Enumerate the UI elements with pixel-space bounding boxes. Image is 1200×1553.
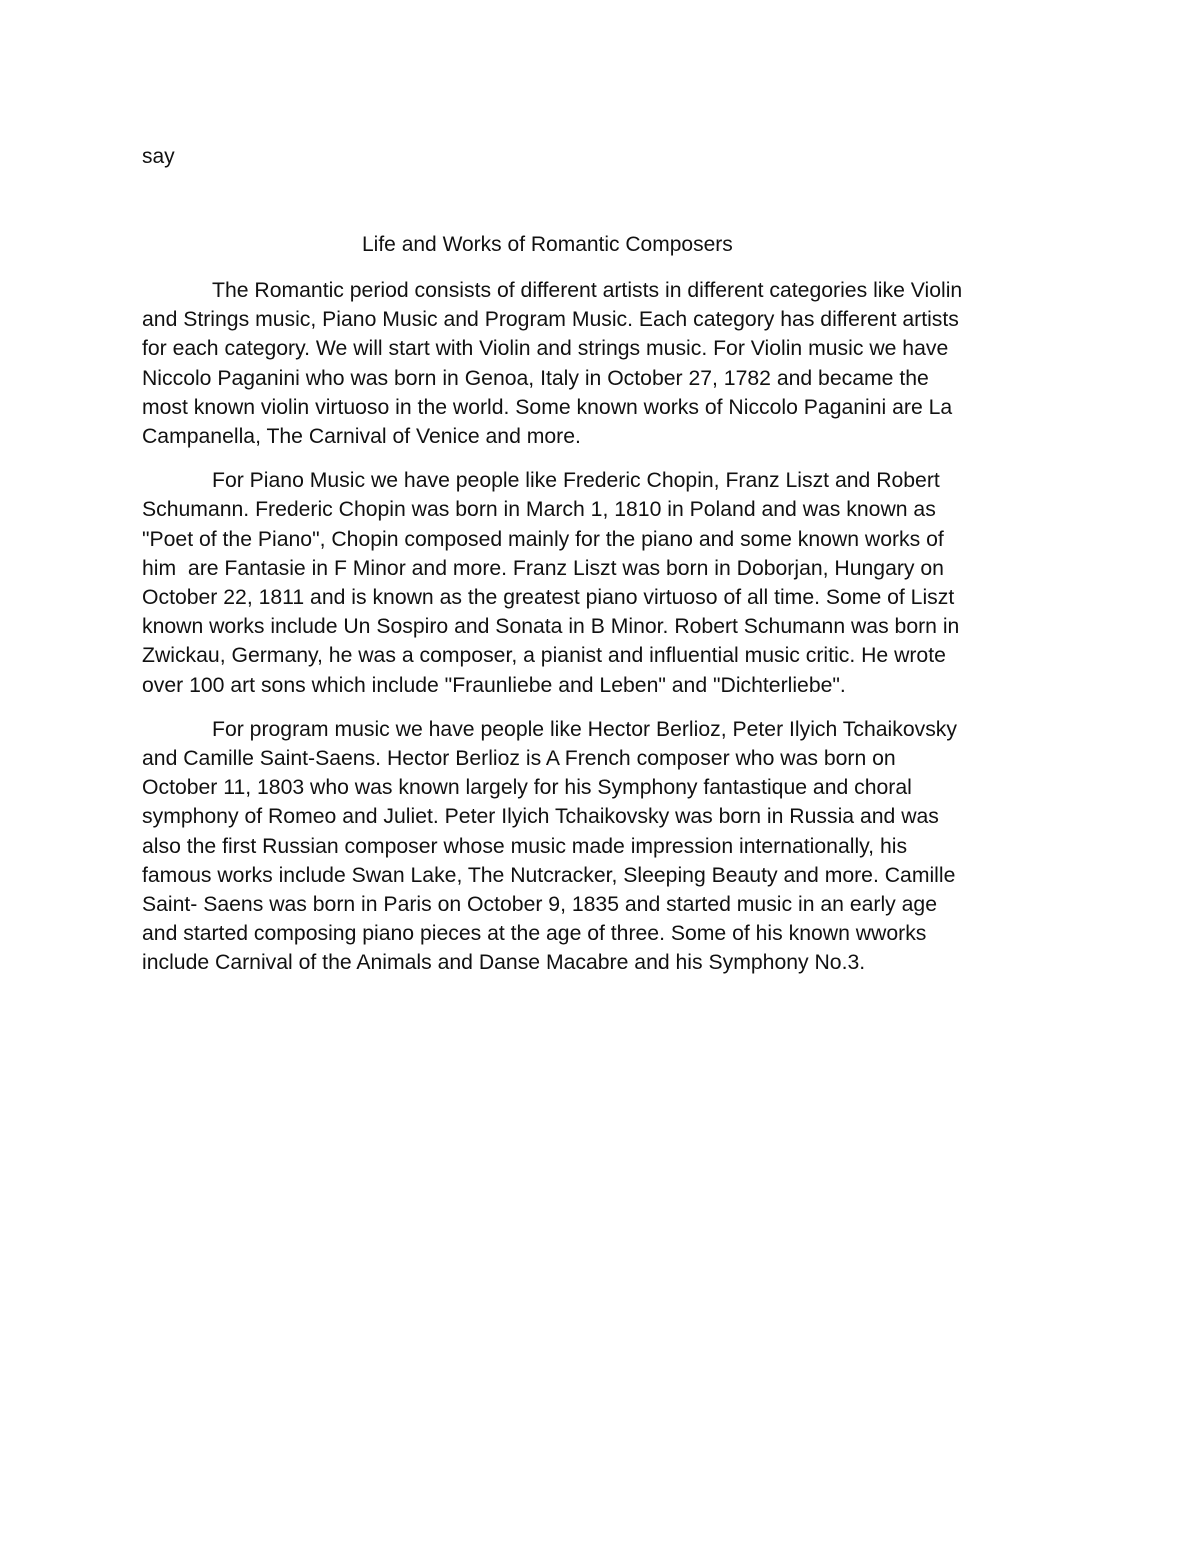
paragraph-line: October 22, 1811 and is known as the greatest piano virtuoso of all time. Some of Liszt [142, 586, 955, 610]
paragraph-line: Schumann. Frederic Chopin was born in March 1, 1810 in Poland and was known as [142, 498, 936, 522]
paragraph-piano [142, 466, 1062, 700]
paragraph-line: and Strings music, Piano Music and Program Music. Each category has different artists [142, 308, 959, 332]
document-title: Life and Works of Romantic Composers [362, 233, 733, 256]
paragraph-line: most known violin virtuoso in the world. Some known works of Niccolo Paganini are La [142, 395, 953, 419]
paragraph-line: known works include Un Sospiro and Sonata in B Minor. Robert Schumann was born in [142, 615, 960, 639]
paragraph-line: and Camille Saint-Saens. Hector Berlioz is A French composer who was born on [142, 747, 896, 771]
paragraph-program-music [142, 715, 1062, 978]
paragraph-line: Campanella, The Carnival of Venice and more. [142, 425, 581, 449]
paragraph-violin [142, 276, 1062, 451]
paragraph-line: For program music we have people like Hector Berlioz, Peter Ilyich Tchaikovsky [212, 717, 957, 741]
paragraph-line: famous works include Swan Lake, The Nutcracker, Sleeping Beauty and more. Camille [142, 863, 956, 887]
paragraph-line: Zwickau, Germany, he was a composer, a pianist and influential music critic. He wrote [142, 644, 946, 668]
paragraph-line: The Romantic period consists of different artists in different categories like Violin [212, 279, 963, 302]
paragraph-line: October 11, 1803 who was known largely for his Symphony fantastique and choral [142, 776, 912, 800]
header-note: say [142, 145, 175, 168]
paragraph-line: include Carnival of the Animals and Danse Macabre and his Symphony No.3. [142, 951, 866, 975]
paragraph-line: Saint- Saens was born in Paris on October 9, 1835 and started music in an early age [142, 893, 937, 917]
paragraph-line: Niccolo Paganini who was born in Genoa, Italy in October 27, 1782 and became the [142, 366, 929, 390]
paragraph-line: over 100 art sons which include "Fraunliebe and Leben" and "Dichterliebe". [142, 673, 846, 697]
paragraph-line: and started composing piano pieces at the age of three. Some of his known wworks [142, 922, 927, 946]
paragraph-line: symphony of Romeo and Juliet. Peter Ilyich Tchaikovsky was born in Russia and was [142, 805, 939, 829]
paragraph-line: For Piano Music we have people like Frederic Chopin, Franz Liszt and Robert [212, 469, 940, 493]
paragraph-line: for each category. We will start with Violin and strings music. For Violin music we have [142, 337, 949, 361]
paragraph-line: also the first Russian composer whose music made impression internationally, his [142, 834, 908, 858]
paragraph-line: "Poet of the Piano", Chopin composed mainly for the piano and some known works of [142, 527, 944, 551]
document-body [142, 276, 1062, 993]
paragraph-line: him are Fantasie in F Minor and more. Franz Liszt was born in Doborjan, Hungary on [142, 556, 944, 580]
